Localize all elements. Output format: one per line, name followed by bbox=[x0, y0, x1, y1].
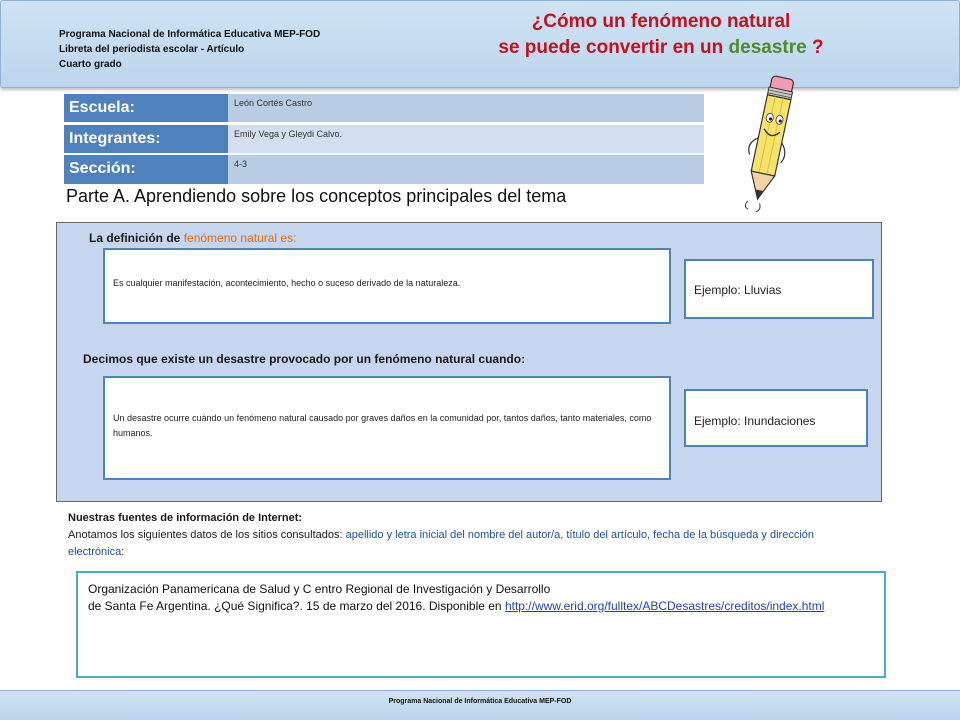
section-label: Sección: bbox=[64, 155, 228, 184]
sources-intro-text: Anotamos los siguientes datos de los sitios consultados: bbox=[68, 529, 346, 541]
source-entry-box[interactable] bbox=[76, 571, 886, 678]
example-rain-box[interactable]: Ejemplo: Lluvias bbox=[684, 259, 874, 319]
info-row-members bbox=[64, 125, 704, 153]
sources-heading: Nuestras fuentes de información de Internet: bbox=[68, 512, 303, 524]
title-line-2 bbox=[441, 35, 881, 61]
notebook-name: Libreta del periodista escolar - Artículo bbox=[59, 44, 245, 55]
definition-label-prefix: La definición de bbox=[89, 231, 184, 245]
student-info-table bbox=[64, 94, 704, 184]
program-info bbox=[59, 27, 320, 72]
disaster-text-box[interactable]: Un desastre ocurre cuándo un fenómeno natural causado por graves daños en la comunidad por, tantos daños, tanto materiales, como humanos. bbox=[103, 376, 671, 480]
title-line-2-prefix: se puede convertir en un bbox=[498, 37, 729, 58]
disaster-label: Decimos que existe un desastre provocado por un fenómeno natural cuando: bbox=[83, 352, 526, 366]
members-value: Emily Vega y Gleydi Calvo. bbox=[228, 125, 704, 153]
definition-label-highlight: fenómeno natural es: bbox=[183, 231, 297, 245]
program-name: Programa Nacional de Informática Educativa MEP-FOD bbox=[59, 29, 321, 40]
header-banner bbox=[0, 0, 960, 88]
footer-text: Programa Nacional de Informática Educativa MEP-FOD bbox=[388, 698, 572, 705]
source-citation: de Santa Fe Argentina. ¿Qué Significa?. 15 de marzo del 2016. Disponible en bbox=[88, 599, 505, 613]
sources-instructions bbox=[68, 510, 868, 561]
sources-intro-end: : bbox=[121, 546, 125, 558]
sources-intro-fields: apellido y letra inicial del nombre del autor/a, título del artículo, fecha de la búsqueda y dirección electrónica bbox=[68, 529, 815, 558]
pencil-mascot-icon bbox=[738, 70, 798, 220]
school-value: León Cortés Castro bbox=[228, 94, 704, 122]
members-label: Integrantes: bbox=[64, 125, 228, 153]
sources-intro bbox=[68, 527, 868, 561]
title-line-2-suffix: ? bbox=[806, 37, 824, 58]
page-title bbox=[441, 9, 881, 61]
definition-label bbox=[89, 231, 296, 245]
info-row-school bbox=[64, 94, 704, 122]
source-url-link[interactable]: http://www.erid.org/fulltex/ABCDesastres/creditos/index.html bbox=[504, 599, 825, 613]
school-label: Escuela: bbox=[64, 94, 228, 122]
definition-text-box[interactable]: Es cualquier manifestación, acontecimiento, hecho o suceso derivado de la naturaleza. bbox=[103, 248, 671, 324]
section-heading: Parte A. Aprendiendo sobre los conceptos principales del tema bbox=[66, 186, 567, 206]
grade-level: Cuarto grado bbox=[59, 59, 122, 70]
concepts-panel bbox=[56, 222, 882, 502]
info-row-section bbox=[64, 155, 704, 184]
section-value: 4-3 bbox=[228, 155, 704, 184]
source-line-2 bbox=[88, 598, 874, 615]
title-line-1: ¿Cómo un fenómeno natural bbox=[531, 11, 791, 32]
footer-banner bbox=[0, 690, 960, 720]
title-highlight-word: desastre bbox=[728, 37, 807, 58]
example-flood-box[interactable]: Ejemplo: Inundaciones bbox=[684, 389, 868, 447]
source-line-1: Organización Panamericana de Salud y C entro Regional de Investigación y Desarrollo bbox=[88, 582, 551, 596]
